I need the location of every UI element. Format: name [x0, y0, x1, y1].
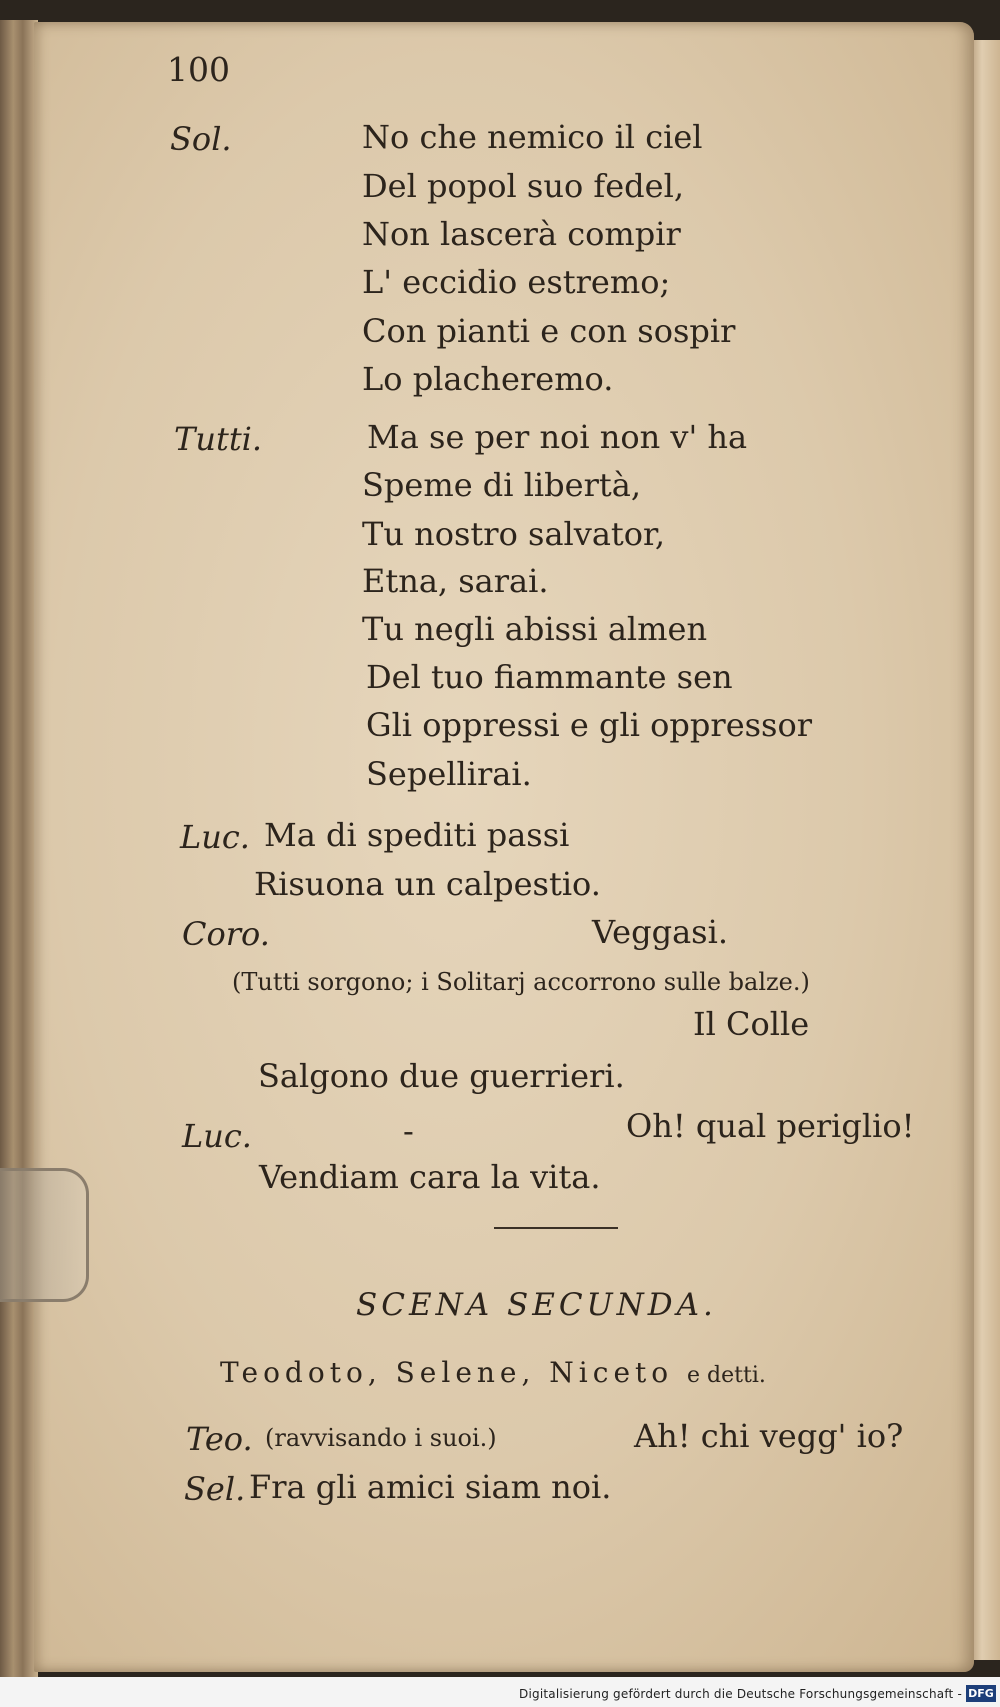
verse-line: Sepellirai. [366, 755, 532, 793]
speaker-label: Teo. [186, 1420, 253, 1458]
verse-line: Non lascerà compir [362, 215, 681, 253]
verse-line: Lo placheremo. [362, 360, 614, 398]
verse-line: Oh! qual periglio! [626, 1107, 915, 1145]
speaker-label: Sel. [184, 1470, 246, 1508]
speaker-label: Coro. [182, 915, 270, 953]
verse-line: Ma se per noi non v' ha [367, 418, 748, 456]
verse-line: Fra gli amici siam noi. [249, 1468, 612, 1506]
stage-direction: (Tutti sorgono; i Solitarj accorrono sulle balze.) [232, 968, 810, 996]
verse-line: Tu nostro salvator, [362, 515, 665, 553]
verse-line: Risuona un calpestio. [254, 865, 601, 903]
digitization-credit: Digitalisierung gefördert durch die Deutsche Forschungsgemeinschaft - [519, 1687, 962, 1701]
cast-tail: e detti. [687, 1363, 766, 1388]
speaker-label: Luc. [180, 818, 250, 856]
page-clip [0, 1168, 89, 1302]
verse-line: Con pianti e con sospir [362, 312, 736, 350]
verse-line: Salgono due guerrieri. [258, 1057, 625, 1095]
verse-line: Tu negli abissi almen [362, 610, 708, 648]
verse-line: Vendiam cara la vita. [259, 1158, 601, 1196]
page-number: 100 [167, 50, 230, 89]
speaker-label: Luc. [182, 1117, 252, 1155]
verse-line: Etna, sarai. [362, 562, 549, 600]
verse-line: Veggasi. [592, 913, 728, 951]
stage-direction: (ravvisando i suoi.) [265, 1424, 497, 1452]
scene-heading: SCENA SECUNDA. [356, 1287, 717, 1323]
verse-line: Gli oppressi e gli oppressor [366, 706, 813, 744]
verse-line: L' eccidio estremo; [362, 263, 671, 301]
verse-line: Ah! chi vegg' io? [634, 1417, 904, 1455]
speaker-label: Sol. [170, 120, 232, 158]
speaker-label: Tutti. [174, 420, 263, 458]
verse-line: Del tuo fiammante sen [366, 658, 733, 696]
cast-list [220, 1356, 766, 1389]
cast-names: Teodoto, Selene, Niceto [220, 1356, 674, 1389]
verse-line: Ma di spediti passi [264, 816, 570, 854]
verse-line: Il Colle [693, 1005, 810, 1043]
dfg-logo-icon: DFG [966, 1685, 996, 1702]
left-page-edge [0, 20, 38, 1680]
right-page-edge [970, 40, 1000, 1660]
verse-line: Speme di libertà, [362, 466, 641, 504]
scene-divider [494, 1227, 618, 1229]
dash-mark: - [403, 1112, 414, 1150]
verse-line: Del popol suo fedel, [362, 167, 684, 205]
verse-line: No che nemico il ciel [362, 118, 703, 156]
